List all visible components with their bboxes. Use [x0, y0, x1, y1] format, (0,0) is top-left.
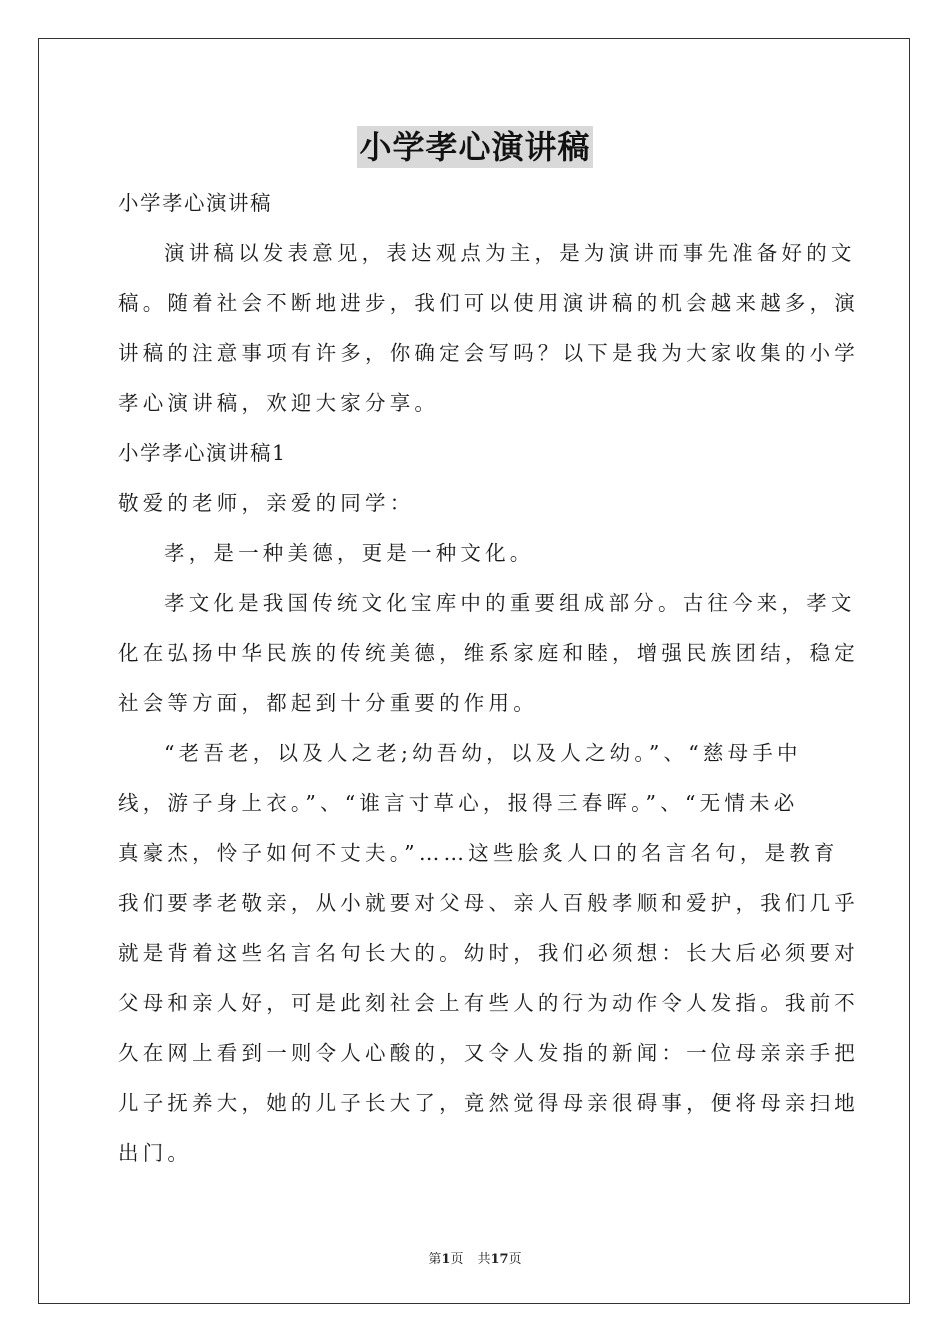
section-heading: 小学孝心演讲稿1 — [118, 441, 287, 465]
salutation-line: 敬爱的老师，亲爱的同学： — [118, 491, 415, 515]
paragraph-line: 出门。 — [118, 1141, 193, 1165]
page-prefix: 第 — [428, 1252, 442, 1267]
paragraph-line: 久在网上看到一则令人心酸的，又令人发指的新闻：一位母亲亲手把 — [118, 1041, 859, 1065]
title-container — [0, 126, 950, 168]
paragraph-line: “老吾老，以及人之老;幼吾幼，以及人之幼。”、“慈母手中 — [164, 741, 802, 765]
paragraph-line: 演讲稿以发表意见，表达观点为主，是为演讲而事先准备好的文 — [164, 241, 856, 265]
total-prefix: 共 — [477, 1252, 491, 1267]
page-footer — [0, 1248, 950, 1267]
paragraph-line: 稿。随着社会不断地进步，我们可以使用演讲稿的机会越来越多，演 — [118, 291, 859, 315]
total-suffix: 页 — [508, 1252, 522, 1267]
paragraph-line: 讲稿的注意事项有许多，你确定会写吗？以下是我为大家收集的小学 — [118, 341, 859, 365]
paragraph-line: 儿子抚养大，她的儿子长大了，竟然觉得母亲很碍事，便将母亲扫地 — [118, 1091, 859, 1115]
document-title: 小学孝心演讲稿 — [359, 128, 591, 166]
paragraph-line: 孝心演讲稿，欢迎大家分享。 — [118, 391, 440, 415]
paragraph-line: 父母和亲人好，可是此刻社会上有些人的行为动作令人发指。我前不 — [118, 991, 859, 1015]
page-suffix: 页 — [450, 1252, 464, 1267]
section-heading: 小学孝心演讲稿 — [118, 191, 272, 215]
document-body — [118, 178, 859, 1178]
paragraph-line: 社会等方面，都起到十分重要的作用。 — [118, 691, 538, 715]
paragraph-line: 线，游子身上衣。”、“谁言寸草心，报得三春晖。”、“无情未必 — [118, 791, 799, 815]
paragraph-line: 化在弘扬中华民族的传统美德，维系家庭和睦，增强民族团结，稳定 — [118, 641, 859, 665]
paragraph-line: 孝，是一种美德，更是一种文化。 — [164, 541, 535, 565]
total-pages: 17 — [490, 1252, 509, 1267]
paragraph-line: 真豪杰，怜子如何不丈夫。”……这些脍炙人口的名言名句，是教育 — [118, 841, 839, 865]
paragraph-line: 就是背着这些名言名句长大的。幼时，我们必须想：长大后必须要对 — [118, 941, 859, 965]
page-number: 1 — [441, 1252, 451, 1267]
paragraph-line: 孝文化是我国传统文化宝库中的重要组成部分。古往今来，孝文 — [164, 591, 856, 615]
paragraph-line: 我们要孝老敬亲，从小就要对父母、亲人百般孝顺和爱护，我们几乎 — [118, 891, 859, 915]
